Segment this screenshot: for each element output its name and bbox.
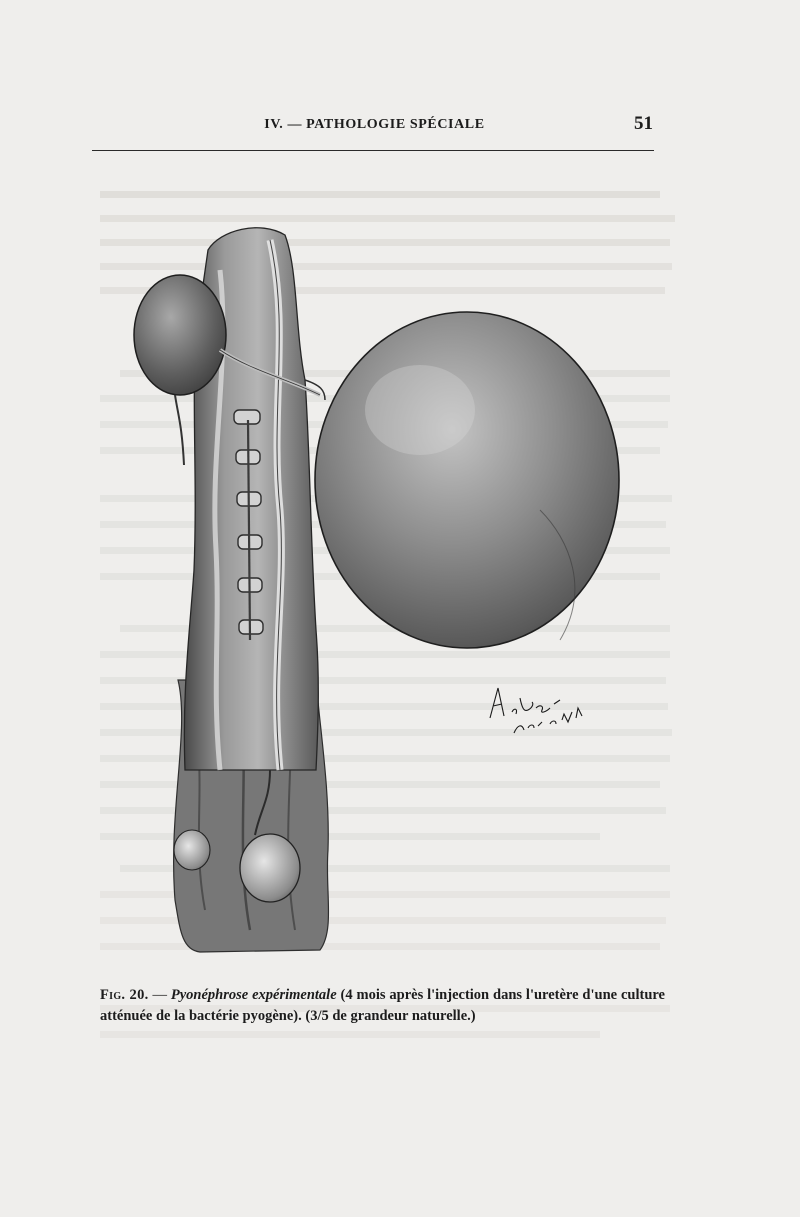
running-title: IV. — PATHOLOGIE SPÉCIALE — [264, 117, 485, 132]
caption-dash: — — [148, 987, 171, 1003]
page-number: 51 — [634, 113, 653, 134]
anatomical-illustration — [120, 210, 640, 960]
figure-title: Pyonéphrose expérimentale — [170, 987, 337, 1003]
header-rule — [92, 150, 654, 151]
figure-label: Fig. 20. — [100, 987, 149, 1003]
figure-description: (4 mois après l'injection dans l'uretère d'une culture atténuée de la bactérie pyogène). (3/5 de grandeur naturelle.) — [100, 987, 665, 1024]
artist-signature — [484, 678, 624, 738]
figure-caption — [100, 985, 665, 1027]
running-head — [92, 113, 657, 139]
